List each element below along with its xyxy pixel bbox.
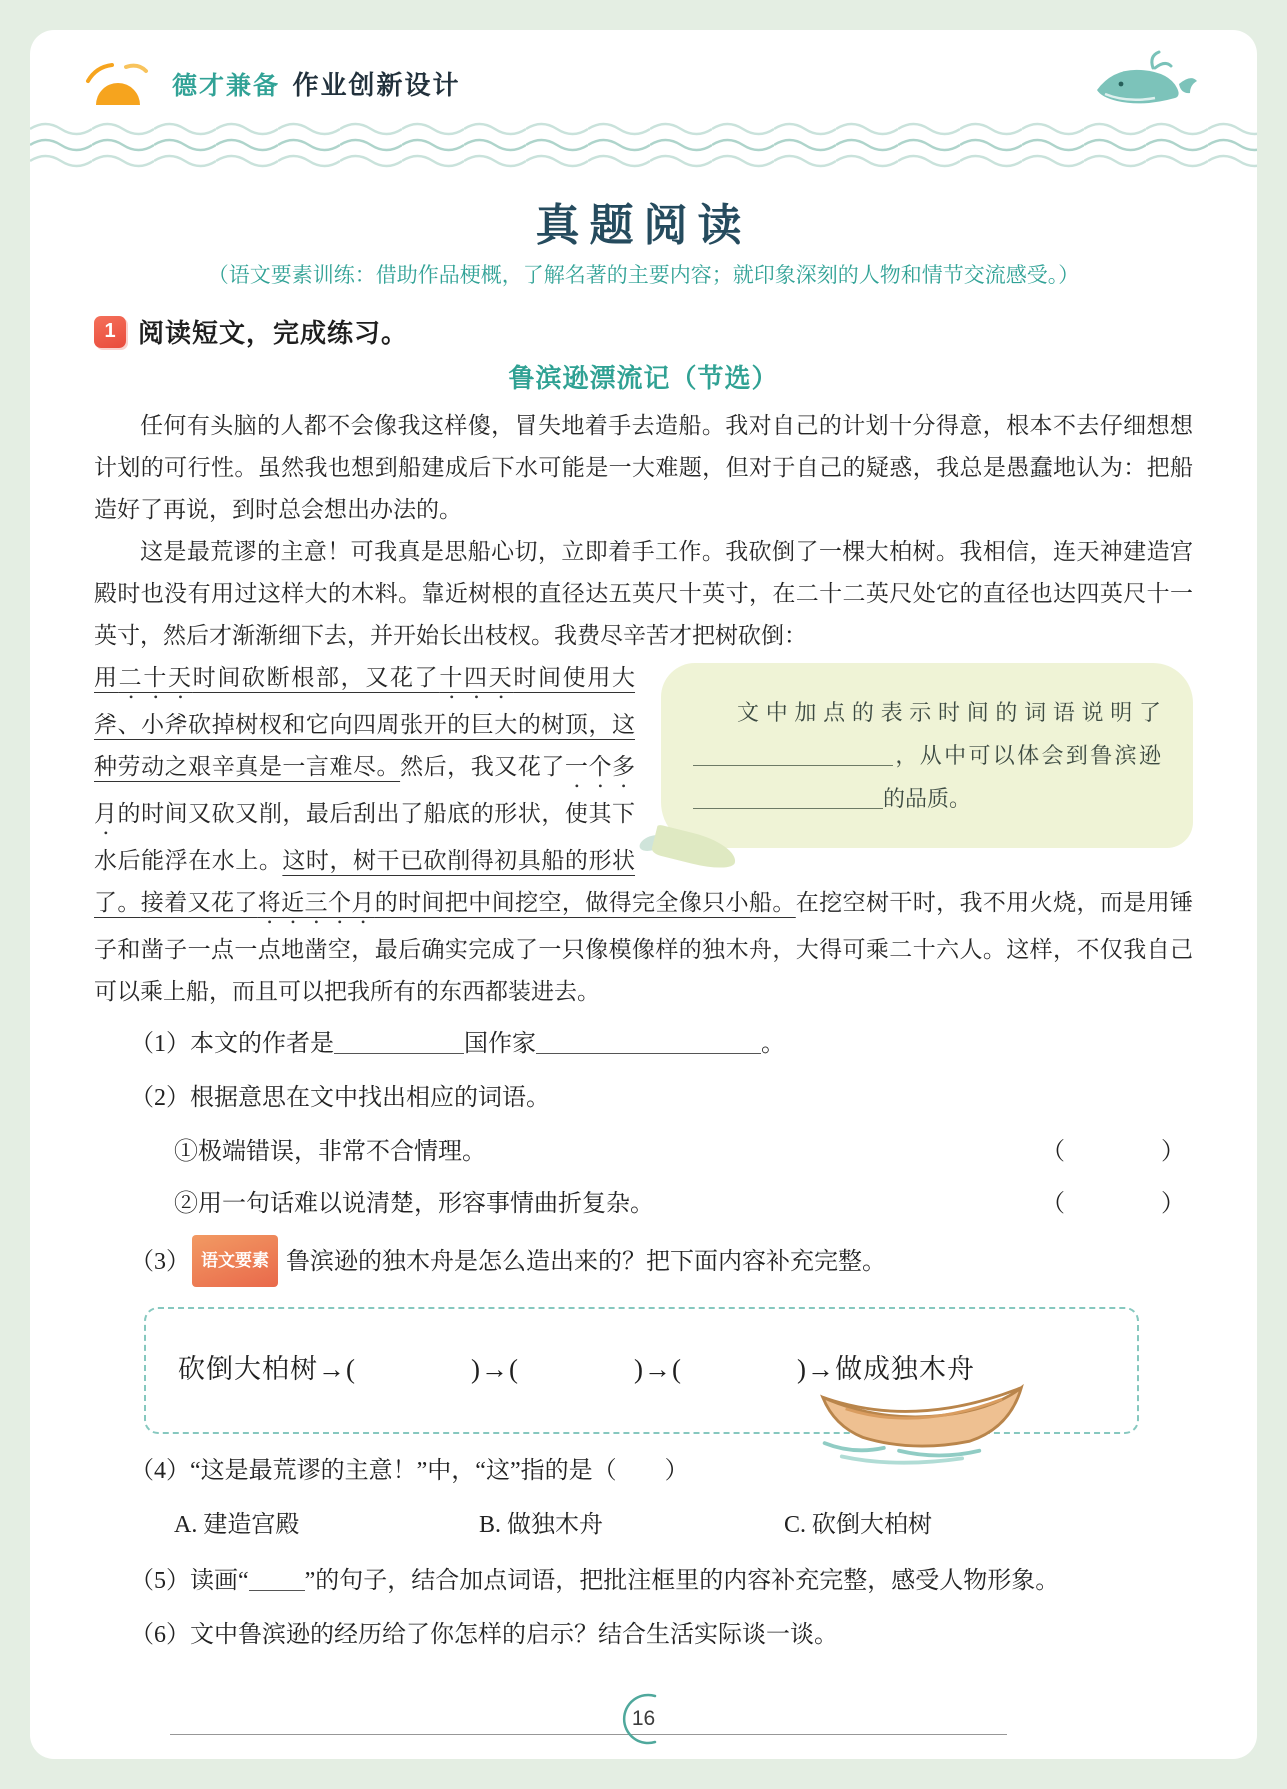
question-2-item-2 [94,1181,1193,1227]
answer-line-1 [170,1690,1007,1735]
brand [172,65,460,102]
question-1: （1）本文的作者是 国作家 。 [130,1031,785,1057]
page-title: 真题阅读 [535,201,752,250]
question-4: （4）“这是最荒谬的主意！”中，“这”指的是（ ） [130,1458,689,1484]
page-subtitle: （语文要素训练：借助作品梗概，了解名著的主要内容；就印象深刻的人物和情节交流感受。） [207,263,1080,287]
passage-title: 鲁滨逊漂流记（节选） [508,363,779,393]
question-4-option-c: C. 砍倒大柏树 [784,1512,933,1538]
question-4-option-a: A. 建造宫殿 [174,1512,300,1538]
questions-section [94,1021,1193,1759]
exercise-header [94,313,1193,350]
boat-illustration [807,1361,1037,1466]
wave-decoration [30,119,1257,171]
flowchart-box [144,1307,1139,1434]
question-2-item-1-bracket: （ ） [1041,1139,1185,1165]
question-2-item-1 [94,1129,1193,1175]
page-header [30,30,1257,117]
question-3-prefix: （3） [130,1249,190,1275]
question-2-item-2-bracket: （ ） [1041,1191,1185,1217]
brand-motto: 德才兼备 [172,72,281,100]
exercise-instruction: 阅读短文，完成练习。 [138,318,409,348]
question-4-options [94,1502,1193,1548]
annotation-note-box [661,663,1193,848]
sun-icon [78,57,158,111]
question-2-item-1-text: ①极端错误，非常不合情理。 [174,1139,486,1165]
flowchart-line: 砍倒大柏树→( )→( )→( )→做成独木舟 [178,1354,975,1384]
brand-series: 作业创新设计 [292,70,461,100]
question-2: （2）根据意思在文中找出相应的词语。 [130,1085,550,1111]
page-card [30,30,1257,1759]
annotation-note-text: 文中加点的表示时间的词语说明了，从中可以体会到鲁滨逊的品质。 [693,691,1161,820]
page-number-marker [616,1691,672,1747]
question-2-item-2-text: ②用一句话难以说清楚，形容事情曲折复杂。 [174,1191,654,1217]
question-3-text: 鲁滨逊的独木舟是怎么造出来的？把下面内容补充完整。 [286,1249,886,1275]
passage-paragraph-1: 任何有头脑的人都不会像我这样傻，冒失地着手去造船。我对自己的计划十分得意，根本不去仔细想想计划的可行性。虽然我也想到船建成后下水可能是一大难题，但对于自己的疑惑，我总是愚蠢地认为：把船造好了再说，到时总会想出办法的。 [94,413,1193,522]
passage-paragraph-2a: 这是最荒谬的主意！可我真是思船心切，立即着手工作。我砍倒了一棵大柏树。我相信，连天神建造宫殿时也没有用过这样大的木料。靠近树根的直径达五英尺十英寸，在二十二英尺处它的直径也达四英尺十一英寸，然后才渐渐细下去，并开始长出枝杈。我费尽辛苦才把树砍倒： [94,539,1193,648]
question-4-option-b: B. 做独木舟 [479,1512,604,1538]
page-content [30,171,1257,1759]
exercise-number-badge: 1 [94,316,126,348]
question-5: （5）读画“ ”的句子，结合加点词语，把批注框里的内容补充完整，感受人物形象。 [130,1568,1060,1594]
yuwen-yaosu-badge: 语文要素 [192,1235,278,1287]
page-number: 16 [631,1707,656,1730]
whale-icon [1083,50,1203,112]
passage-paragraph-2b: 文中加点的表示时间的词语说明了，从中可以体会到鲁滨逊的品质。 用二十天时间砍断根部，又花了十四天时间使用大斧、小斧砍掉树杈和它向四周张开的巨大的树顶，这种劳动之艰辛真是一言难尽。然后，我又花了一个多月的时间又砍又削，最后刮出了船底的形状，使其下水后能浮在水上。这时，树干已砍削得初具船的形状了。接着又花了将近三个月的时间把中间挖空，做得完全像只小船。在挖空树干时，我不用火烧，而是用锤子和凿子一点一点地凿空，最后确实完成了一只像模像样的独木舟，大得可乘二十六人。这样，不仅我自己可以乘上船，而且可以把我所有的东西都装进去。 [94,665,1194,1004]
question-3 [94,1235,1193,1287]
question-6: （6）文中鲁滨逊的经历给了你怎样的启示？结合生活实际谈一谈。 [130,1622,838,1648]
whale-wrap [1083,50,1203,117]
